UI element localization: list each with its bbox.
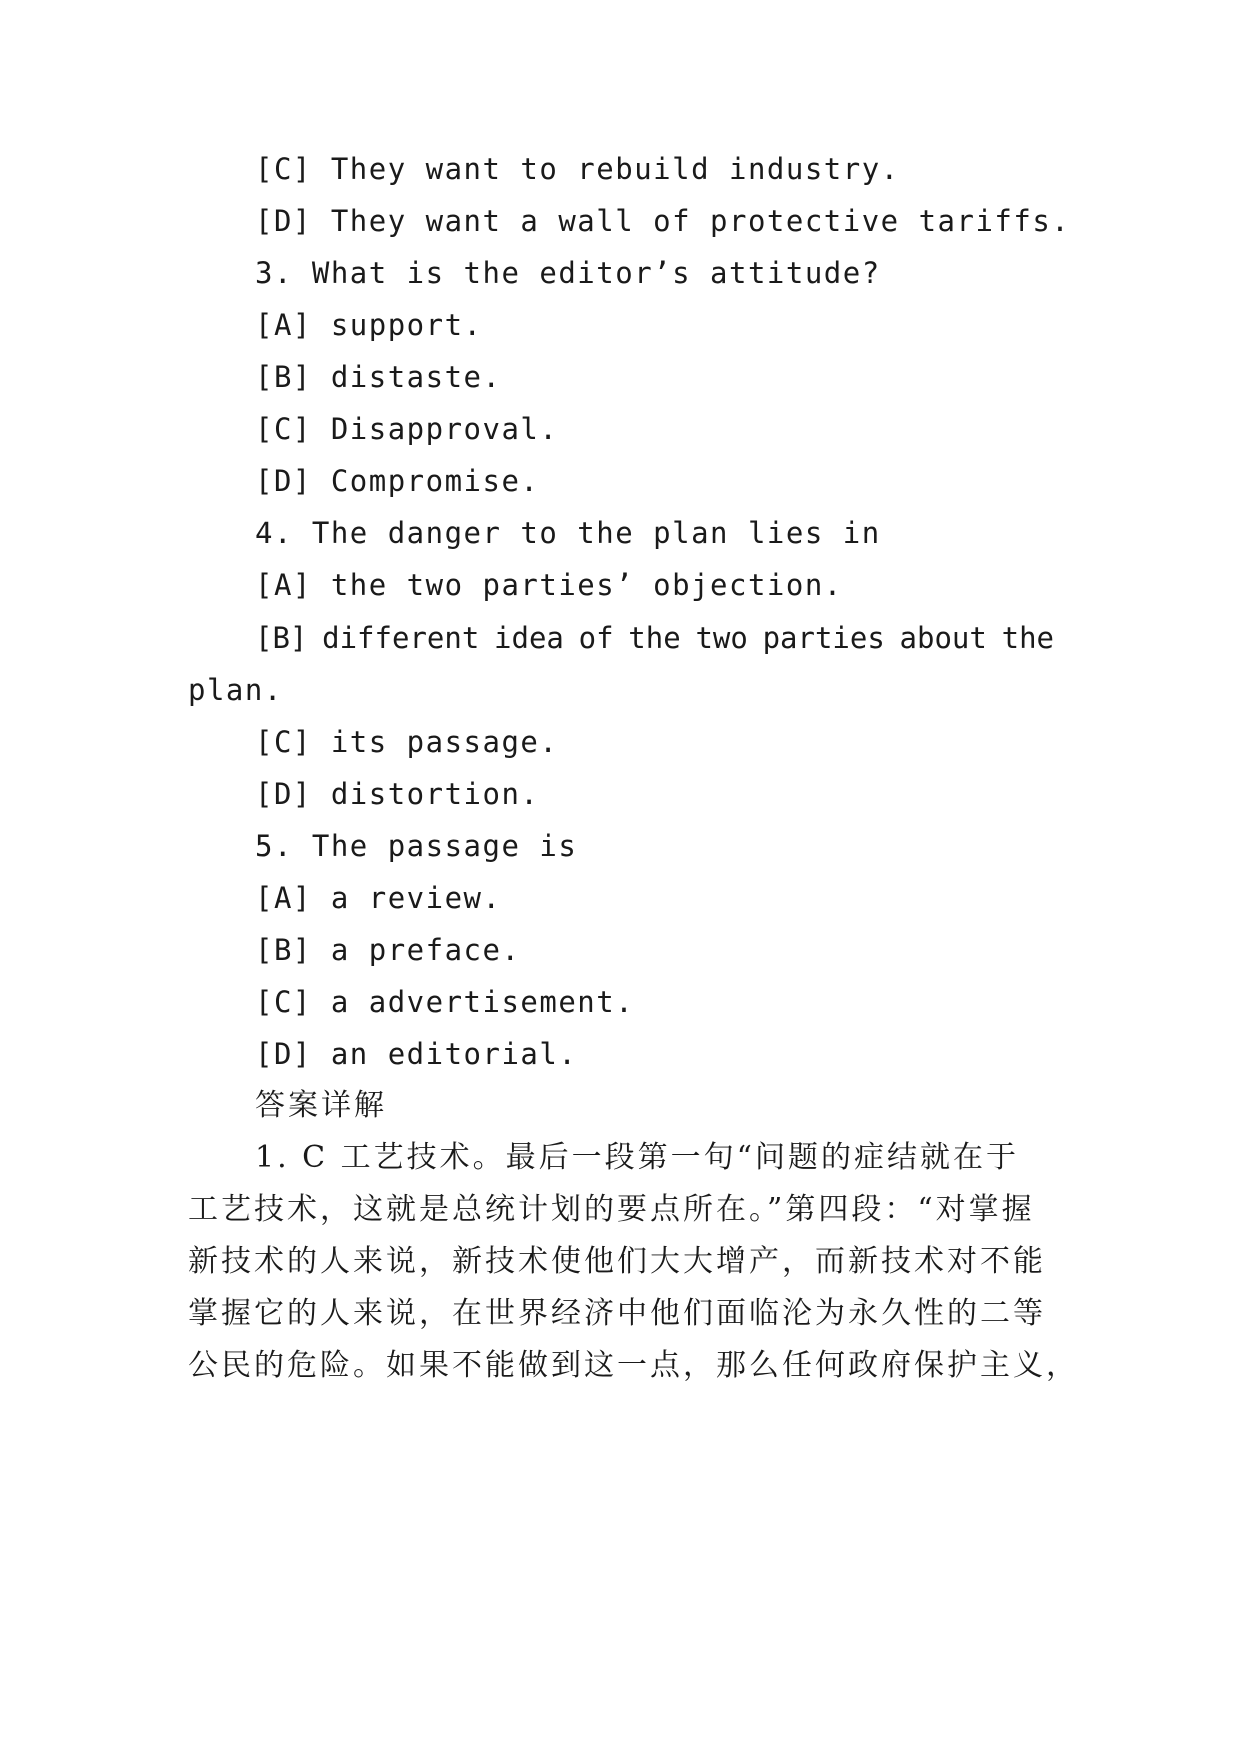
option-b-q4-word: the xyxy=(1001,621,1054,655)
option-d-q2: [D] They want a wall of protective tariffs. xyxy=(255,204,1071,238)
option-d-q4: [D] distortion. xyxy=(255,777,540,811)
option-c-q5: [C] a advertisement. xyxy=(255,985,635,1019)
option-c-q2: [C] They want to rebuild industry. xyxy=(255,152,900,186)
option-b-q5: [B] a preface. xyxy=(255,933,521,967)
option-b-q4-word: two xyxy=(695,621,748,655)
answer-line: 新技术的人来说，新技术使他们大大增产，而新技术对不能 xyxy=(188,1244,1046,1279)
option-b-q4-word: the xyxy=(628,621,681,655)
option-a-q5: [A] a review. xyxy=(255,881,502,915)
option-a-q3: [A] support. xyxy=(255,308,483,342)
answer-line: 公民的危险。如果不能做到这一点，那么任何政府保护主义， xyxy=(188,1348,1079,1383)
option-b-q4-continuation: plan. xyxy=(188,673,283,707)
answer-heading: 答案详解 xyxy=(255,1088,387,1123)
question-3: 3. What is the editor’s attitude? xyxy=(255,256,881,290)
answer-line: 1. C 工艺技术。最后一段第一句“问题的症结就在于 xyxy=(255,1140,1019,1175)
option-b-q4-word: of xyxy=(578,621,614,655)
option-b-q4-word: idea xyxy=(494,621,564,655)
option-b-q4 xyxy=(255,618,1054,658)
option-d-q5: [D] an editorial. xyxy=(255,1037,578,1071)
answer-line: 掌握它的人来说，在世界经济中他们面临沦为永久性的二等 xyxy=(188,1296,1046,1331)
question-5: 5. The passage is xyxy=(255,829,578,863)
question-4: 4. The danger to the plan lies in xyxy=(255,516,881,550)
option-b-q4-word: parties xyxy=(762,621,885,655)
option-c-q4: [C] its passage. xyxy=(255,725,559,759)
option-c-q3: [C] Disapproval. xyxy=(255,412,559,446)
option-a-q4: [A] the two parties’ objection. xyxy=(255,568,843,602)
answer-line: 工艺技术，这就是总统计划的要点所在。”第四段：“对掌握 xyxy=(188,1192,1035,1227)
option-b-q4-word: [B] xyxy=(255,621,308,655)
option-b-q4-word: about xyxy=(899,621,987,655)
option-d-q3: [D] Compromise. xyxy=(255,464,540,498)
option-b-q3: [B] distaste. xyxy=(255,360,502,394)
option-b-q4-word: different xyxy=(322,621,480,655)
